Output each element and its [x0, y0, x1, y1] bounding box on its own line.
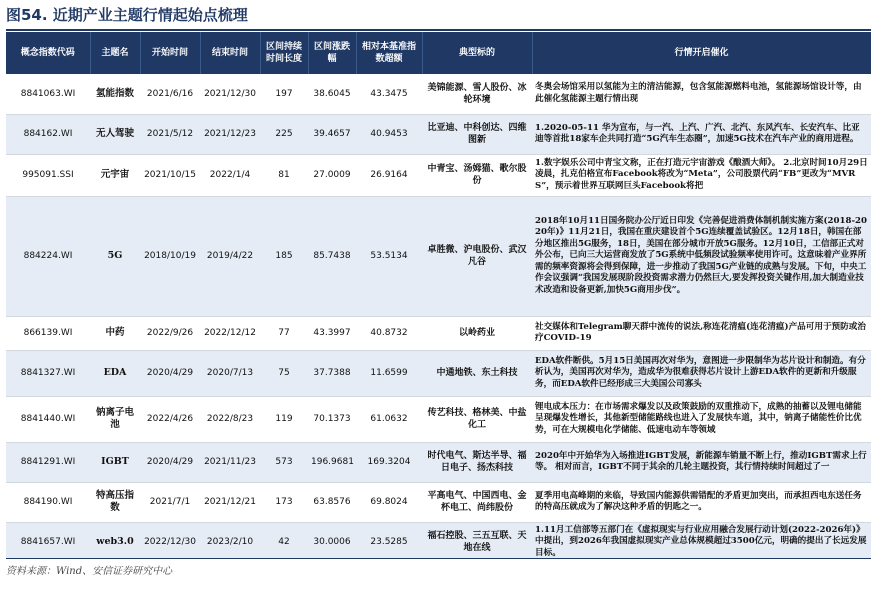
cell-start: 2022/4/26 [140, 396, 200, 442]
cell-start: 2021/6/16 [140, 74, 200, 114]
header-catalyst: 行情开启催化 [532, 32, 871, 74]
cell-code: 8841440.WI [6, 396, 90, 442]
header-start: 开始时间 [140, 32, 200, 74]
cell-catalyst: 夏季用电高峰期的来临，导致国内能源供需错配的矛盾更加突出，而承担西电东送任务的特高压就成为了解决这种矛盾的钥匙之一。 [532, 482, 871, 522]
cell-days: 185 [260, 196, 308, 316]
cell-days: 173 [260, 482, 308, 522]
cell-stocks: 卓胜微、沪电股份、武汉凡谷 [422, 196, 532, 316]
cell-excess: 53.5134 [356, 196, 422, 316]
cell-excess: 26.9164 [356, 154, 422, 196]
cell-days: 77 [260, 316, 308, 350]
cell-change: 70.1373 [308, 396, 356, 442]
cell-name: 元宇宙 [90, 154, 140, 196]
cell-excess: 40.9453 [356, 114, 422, 154]
header-change: 区间涨跌幅 [308, 32, 356, 74]
cell-start: 2020/4/29 [140, 350, 200, 396]
cell-catalyst: 冬奥会场馆采用以氢能为主的清洁能源，包含氢能源燃料电池，氢能源场馆设计等，由此催化氢能源主题行情出现 [532, 74, 871, 114]
table-row [6, 350, 871, 396]
cell-days: 197 [260, 74, 308, 114]
table-row [6, 482, 871, 522]
cell-change: 43.3997 [308, 316, 356, 350]
cell-change: 63.8576 [308, 482, 356, 522]
cell-name: IGBT [90, 442, 140, 482]
cell-code: 884162.WI [6, 114, 90, 154]
cell-start: 2021/10/15 [140, 154, 200, 196]
table-row [6, 196, 871, 316]
cell-change: 196.9681 [308, 442, 356, 482]
cell-name: 5G [90, 196, 140, 316]
header-stocks: 典型标的 [422, 32, 532, 74]
cell-excess: 23.5285 [356, 522, 422, 558]
cell-end: 2019/4/22 [200, 196, 260, 316]
cell-end: 2021/11/23 [200, 442, 260, 482]
cell-stocks: 美锦能源、雪人股份、冰轮环境 [422, 74, 532, 114]
cell-name: 无人驾驶 [90, 114, 140, 154]
cell-end: 2020/7/13 [200, 350, 260, 396]
cell-excess: 61.0632 [356, 396, 422, 442]
cell-catalyst: 锂电成本压力：在市场需求爆发以及政策鼓励的双重推动下，成熟的抽蓄以及锂电储能呈现爆发性增长，其他新型储能路线也进入了发展快车道，其中，钠离子储能性价比优势，可在大规模电化学储能、低速电动车等领域 [532, 396, 871, 442]
cell-change: 37.7388 [308, 350, 356, 396]
title-divider [6, 29, 871, 31]
cell-change: 39.4657 [308, 114, 356, 154]
cell-end: 2022/8/23 [200, 396, 260, 442]
cell-code: 866139.WI [6, 316, 90, 350]
cell-stocks: 福石控股、三五互联、天地在线 [422, 522, 532, 558]
table-row [6, 442, 871, 482]
theme-table-container[interactable] [6, 32, 871, 558]
cell-code: 8841327.WI [6, 350, 90, 396]
header-excess: 相对本基准指数超额 [356, 32, 422, 74]
cell-end: 2021/12/23 [200, 114, 260, 154]
cell-code: 8841291.WI [6, 442, 90, 482]
cell-end: 2022/12/12 [200, 316, 260, 350]
cell-stocks: 中青宝、汤姆猫、歌尔股份 [422, 154, 532, 196]
cell-days: 81 [260, 154, 308, 196]
cell-stocks: 传艺科技、格林美、中盐化工 [422, 396, 532, 442]
cell-catalyst: 1.2020-05-11 华为宣布，与一汽、上汽、广汽、北汽、东风汽车、长安汽车、比亚迪等首批18家车企共同打造“5G汽车生态圈”，加速5G技术在汽车产业的商用进程。 [532, 114, 871, 154]
cell-excess: 43.3475 [356, 74, 422, 114]
cell-stocks: 以岭药业 [422, 316, 532, 350]
cell-catalyst: 1.数字娱乐公司中青宝文称，正在打造元宇宙游戏《酿酒大师》。 2.北京时间10月29日凌晨，扎克伯格宣布Facebook将改为“Meta”，公司股票代码“FB”更改为“MVRS”，预示着世界互联网巨头Facebook将把 [532, 154, 871, 196]
source-note: 资料来源：Wind、安信证券研究中心 [6, 566, 173, 577]
table-row [6, 522, 871, 558]
cell-change: 30.0006 [308, 522, 356, 558]
header-name: 主题名 [90, 32, 140, 74]
cell-stocks: 比亚迪、中科创达、四维图新 [422, 114, 532, 154]
cell-name: 氢能指数 [90, 74, 140, 114]
cell-code: 8841063.WI [6, 74, 90, 114]
cell-catalyst: 社交媒体和Telegram聊天群中流传的说法,称连花清瘟(连花清瘟)产品可用于预防或治疗COVID-19 [532, 316, 871, 350]
cell-days: 75 [260, 350, 308, 396]
table-row [6, 114, 871, 154]
cell-catalyst: 2018年10月11日国务院办公厅近日印发《完善促进消费体制机制实施方案(2018-2020年)》11月21日，我国在重庆建设首个5G连续覆盖试验区。12月18日，韩国在部分地区推出5G服务，18日，美国在部分城市开放5G服务。12月10日，工信部正式对外公布，已向三大运营商发放了5G系统中低频段试验频率使用许可。这意味着产业界所需的频率资源将会得到保障，进一步推动了我国5G产业链的成熟与发展。下旬，中央工作会议强调“我国发展现阶段投资需求潜力仍然巨大,要发挥投资关键作用,加大制造业技术改造和设备更新,加快5G商用步伐”。 [532, 196, 871, 316]
cell-start: 2021/7/1 [140, 482, 200, 522]
cell-start: 2018/10/19 [140, 196, 200, 316]
cell-start: 2021/5/12 [140, 114, 200, 154]
cell-excess: 169.3204 [356, 442, 422, 482]
cell-end: 2021/12/21 [200, 482, 260, 522]
cell-code: 995091.SSI [6, 154, 90, 196]
cell-days: 225 [260, 114, 308, 154]
theme-table [6, 32, 871, 558]
cell-change: 38.6045 [308, 74, 356, 114]
cell-catalyst: 2020年中开始华为入场推进IGBT发展，新能源车销量不断上行，推动IGBT需求上行等。 相对而言，IGBT不同于其余的几轮主题投资，其行情持续时间超过了一 [532, 442, 871, 482]
table-row [6, 316, 871, 350]
cell-stocks: 时代电气、斯达半导、福日电子、扬杰科技 [422, 442, 532, 482]
cell-excess: 69.8024 [356, 482, 422, 522]
cell-name: 特高压指数 [90, 482, 140, 522]
cell-code: 884224.WI [6, 196, 90, 316]
cell-end: 2021/12/30 [200, 74, 260, 114]
cell-name: 钠离子电池 [90, 396, 140, 442]
cell-code: 8841657.WI [6, 522, 90, 558]
table-row [6, 154, 871, 196]
cell-days: 42 [260, 522, 308, 558]
bottom-divider [6, 558, 871, 559]
cell-catalyst: 1.11月工信部等五部门在《虚拟现实与行业应用融合发展行动计划(2022-2026年)》中提出，到2026年我国虚拟现实产业总体规模超过3500亿元，明确的提出了长远发展目标。 [532, 522, 871, 558]
cell-catalyst: EDA软件断供。5月15日美国再次对华为，意图进一步限制华为芯片设计和制造。有分析认为，美国再次对华为，造成华为很难获得芯片设计上游EDA软件的更新和升级服务，而EDA软件已经形成三大美国公司寡头 [532, 350, 871, 396]
cell-name: 中药 [90, 316, 140, 350]
cell-stocks: 平高电气、中国西电、金杯电工、尚纬股份 [422, 482, 532, 522]
figure-title: 图54. 近期产业主题行情起始点梳理 [6, 6, 248, 24]
table-row [6, 74, 871, 114]
cell-change: 27.0009 [308, 154, 356, 196]
cell-start: 2022/12/30 [140, 522, 200, 558]
cell-stocks: 中通地铁、东土科技 [422, 350, 532, 396]
cell-name: web3.0 [90, 522, 140, 558]
cell-excess: 11.6599 [356, 350, 422, 396]
table-row [6, 396, 871, 442]
table-header-row [6, 32, 871, 74]
cell-days: 573 [260, 442, 308, 482]
cell-change: 85.7438 [308, 196, 356, 316]
cell-days: 119 [260, 396, 308, 442]
header-end: 结束时间 [200, 32, 260, 74]
cell-excess: 40.8732 [356, 316, 422, 350]
header-duration: 区间持续时间长度 [260, 32, 308, 74]
header-code: 概念指数代码 [6, 32, 90, 74]
cell-code: 884190.WI [6, 482, 90, 522]
cell-start: 2020/4/29 [140, 442, 200, 482]
cell-start: 2022/9/26 [140, 316, 200, 350]
cell-end: 2023/2/10 [200, 522, 260, 558]
cell-end: 2022/1/4 [200, 154, 260, 196]
cell-name: EDA [90, 350, 140, 396]
